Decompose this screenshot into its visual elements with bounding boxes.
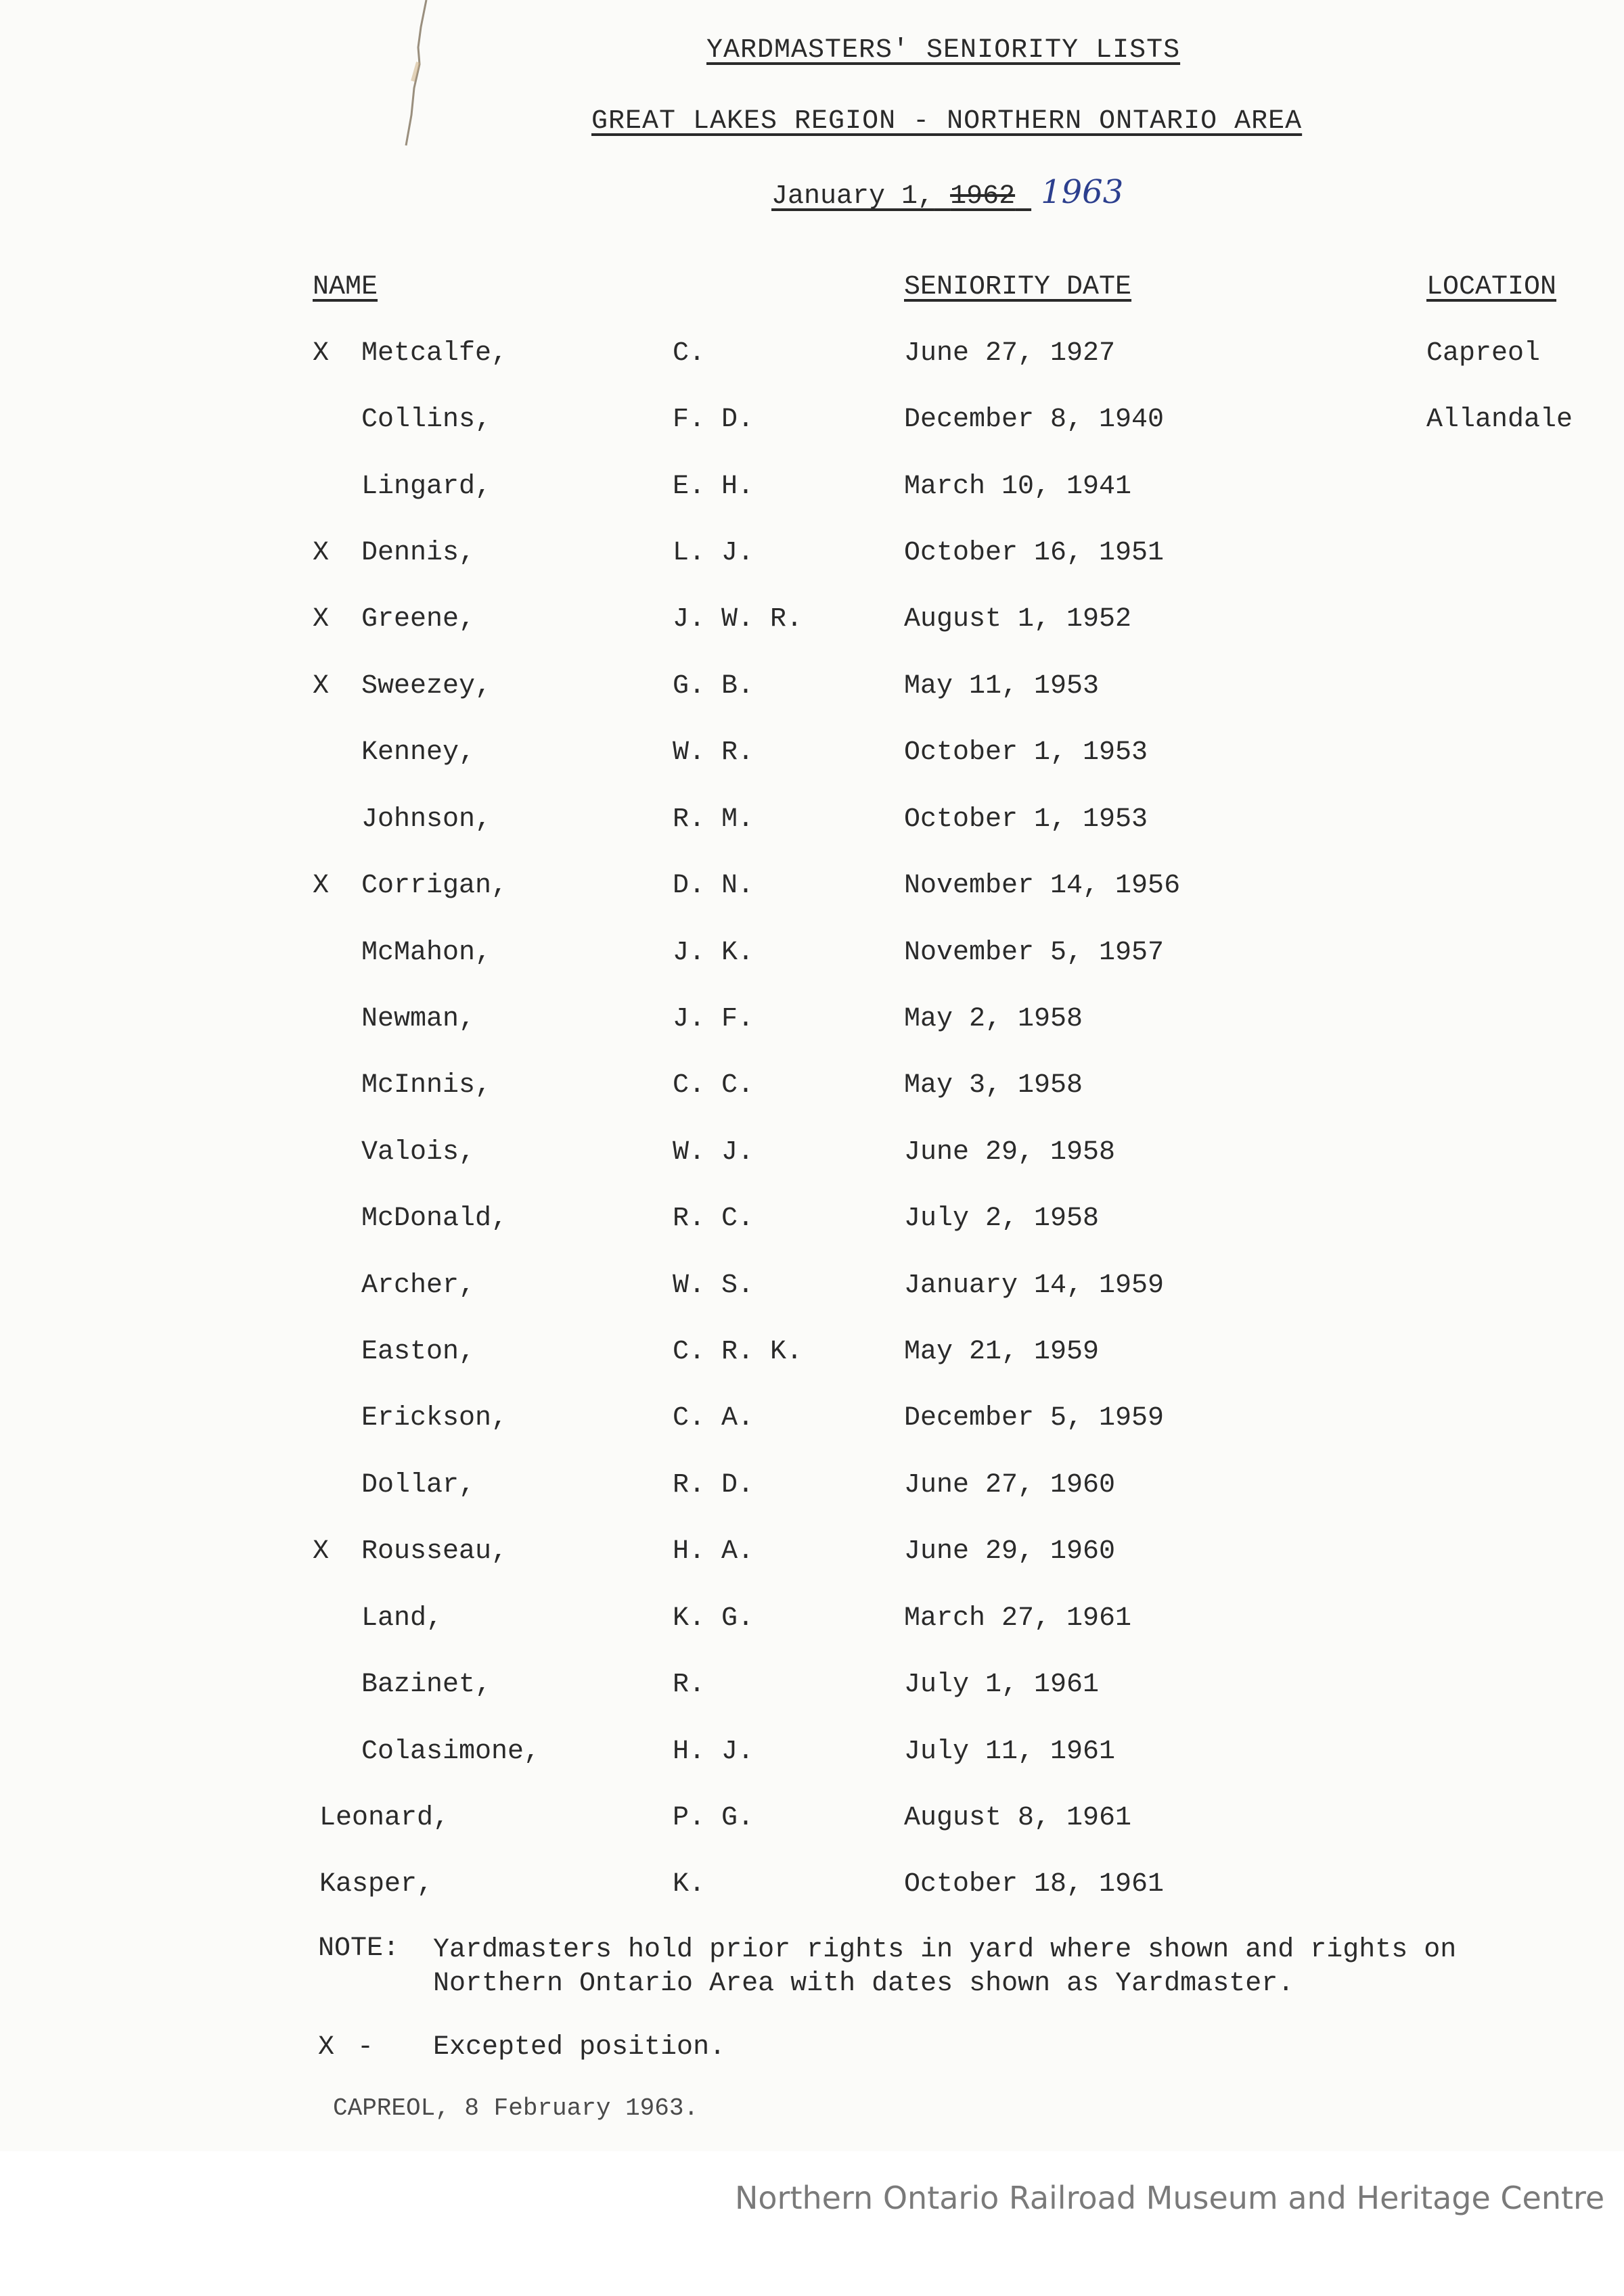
row-date: October 16, 1951: [904, 538, 1165, 568]
list-row: [0, 671, 1624, 712]
document-region: GREAT LAKES REGION - NORTHERN ONTARIO AREA: [591, 106, 1303, 137]
row-name: Bazinet,: [361, 1670, 492, 1700]
note-label: NOTE:: [318, 1933, 400, 1964]
excepted-mark: X: [313, 338, 330, 369]
excepted-mark: X: [313, 1536, 330, 1567]
row-name: McInnis,: [361, 1070, 492, 1101]
row-initials: E. H.: [673, 472, 754, 502]
row-date: July 11, 1961: [904, 1737, 1116, 1767]
row-date: August 1, 1952: [904, 604, 1132, 635]
list-row: [0, 1070, 1624, 1111]
list-row: [0, 538, 1624, 578]
row-name: Sweezey,: [361, 671, 492, 702]
row-date: June 29, 1960: [904, 1536, 1116, 1567]
row-name: McDonald,: [361, 1203, 508, 1234]
row-name: Johnson,: [361, 804, 492, 835]
row-date: July 2, 1958: [904, 1203, 1100, 1234]
row-date: March 27, 1961: [904, 1603, 1132, 1634]
row-name: Leonard,: [319, 1803, 450, 1833]
row-initials: H. J.: [673, 1737, 754, 1767]
row-initials: J. F.: [673, 1004, 754, 1034]
list-row: [0, 804, 1624, 845]
header-seniority-date: SENIORITY DATE: [904, 272, 1132, 302]
row-initials: J. W. R.: [673, 604, 803, 635]
row-date: May 2, 1958: [904, 1004, 1083, 1034]
row-date: May 3, 1958: [904, 1070, 1083, 1101]
row-initials: P. G.: [673, 1803, 754, 1833]
row-name: Land,: [361, 1603, 443, 1634]
row-name: Kenney,: [361, 737, 476, 768]
list-row: [0, 871, 1624, 911]
row-name: Rousseau,: [361, 1536, 508, 1567]
list-row: [0, 1603, 1624, 1644]
row-initials: J. K.: [673, 938, 754, 968]
row-name: Valois,: [361, 1137, 476, 1168]
row-name: Lingard,: [361, 472, 492, 502]
row-initials: C. C.: [673, 1070, 754, 1101]
list-row: [0, 1270, 1624, 1311]
note-text: Yardmasters hold prior rights in yard where shown and rights on Northern Ontario Area with dates shown as Yardmaster.: [433, 1935, 1457, 1999]
row-date: July 1, 1961: [904, 1670, 1100, 1700]
row-date: March 10, 1941: [904, 472, 1132, 502]
row-name: Easton,: [361, 1337, 476, 1367]
list-row: [0, 472, 1624, 512]
excepted-mark: X: [313, 871, 330, 901]
row-initials: C. R. K.: [673, 1337, 803, 1367]
list-row: [0, 938, 1624, 978]
legend-mark: X: [318, 2032, 335, 2063]
row-date: May 21, 1959: [904, 1337, 1100, 1367]
list-row: [0, 338, 1624, 379]
row-name: Metcalfe,: [361, 338, 508, 369]
row-initials: C.: [673, 338, 706, 369]
row-date: June 29, 1958: [904, 1137, 1116, 1168]
row-initials: W. J.: [673, 1137, 754, 1168]
row-initials: G. B.: [673, 671, 754, 702]
row-initials: F. D.: [673, 405, 754, 435]
row-name: Colasimone,: [361, 1737, 541, 1767]
row-date: August 8, 1961: [904, 1803, 1132, 1833]
list-row: [0, 1869, 1624, 1910]
row-date: October 18, 1961: [904, 1869, 1165, 1900]
row-name: Collins,: [361, 405, 492, 435]
row-date: October 1, 1953: [904, 737, 1148, 768]
header-location: LOCATION: [1426, 272, 1557, 302]
row-name: Dollar,: [361, 1470, 476, 1500]
date-handwritten-year: 1963: [1041, 173, 1124, 211]
row-date: December 8, 1940: [904, 405, 1165, 435]
header-name: NAME: [313, 272, 378, 302]
row-date: May 11, 1953: [904, 671, 1100, 702]
legend-text: Excepted position.: [433, 2032, 726, 2063]
row-location: Capreol: [1426, 338, 1541, 369]
excepted-mark: X: [313, 604, 330, 635]
list-row: [0, 1737, 1624, 1777]
row-name: Corrigan,: [361, 871, 508, 901]
excepted-mark: X: [313, 538, 330, 568]
row-initials: H. A.: [673, 1536, 754, 1567]
row-name: McMahon,: [361, 938, 492, 968]
row-initials: C. A.: [673, 1403, 754, 1433]
list-row: [0, 1470, 1624, 1511]
list-row: [0, 604, 1624, 645]
row-initials: K.: [673, 1869, 706, 1900]
list-row: [0, 1803, 1624, 1843]
paper-tear-mark: [379, 0, 440, 176]
row-initials: R. C.: [673, 1203, 754, 1234]
excepted-mark: X: [313, 671, 330, 702]
list-row: [0, 1004, 1624, 1044]
row-name: Newman,: [361, 1004, 476, 1034]
list-row: [0, 1670, 1624, 1710]
row-name: Dennis,: [361, 538, 476, 568]
list-row: [0, 1536, 1624, 1577]
list-row: [0, 1203, 1624, 1244]
legend-separator: -: [357, 2032, 374, 2063]
list-row: [0, 1137, 1624, 1178]
row-initials: W. R.: [673, 737, 754, 768]
row-date: October 1, 1953: [904, 804, 1148, 835]
row-initials: W. S.: [673, 1270, 754, 1301]
row-date: June 27, 1927: [904, 338, 1116, 369]
place-date-stamp: CAPREOL, 8 February 1963.: [333, 2094, 699, 2122]
row-name: Kasper,: [319, 1869, 434, 1900]
museum-credit: Northern Ontario Railroad Museum and Heritage Centre: [735, 2180, 1605, 2216]
row-initials: R.: [673, 1670, 706, 1700]
list-row: [0, 1337, 1624, 1377]
footer-band: [0, 2151, 1624, 2296]
row-name: Erickson,: [361, 1403, 508, 1433]
row-initials: K. G.: [673, 1603, 754, 1634]
row-date: January 14, 1959: [904, 1270, 1165, 1301]
date-struck-year: 1962: [950, 181, 1016, 212]
row-name: Archer,: [361, 1270, 476, 1301]
row-date: December 5, 1959: [904, 1403, 1165, 1433]
row-date: November 5, 1957: [904, 938, 1165, 968]
date-prefix: January 1,: [771, 181, 934, 212]
row-initials: D. N.: [673, 871, 754, 901]
row-initials: R. M.: [673, 804, 754, 835]
row-date: November 14, 1956: [904, 871, 1181, 901]
list-row: [0, 737, 1624, 778]
document-date: [771, 173, 1123, 212]
document-title: YARDMASTERS' SENIORITY LISTS: [706, 35, 1181, 66]
row-date: June 27, 1960: [904, 1470, 1116, 1500]
row-name: Greene,: [361, 604, 476, 635]
list-row: [0, 1403, 1624, 1444]
row-initials: R. D.: [673, 1470, 754, 1500]
row-initials: L. J.: [673, 538, 754, 568]
row-location: Allandale: [1426, 405, 1573, 435]
list-row: [0, 405, 1624, 445]
